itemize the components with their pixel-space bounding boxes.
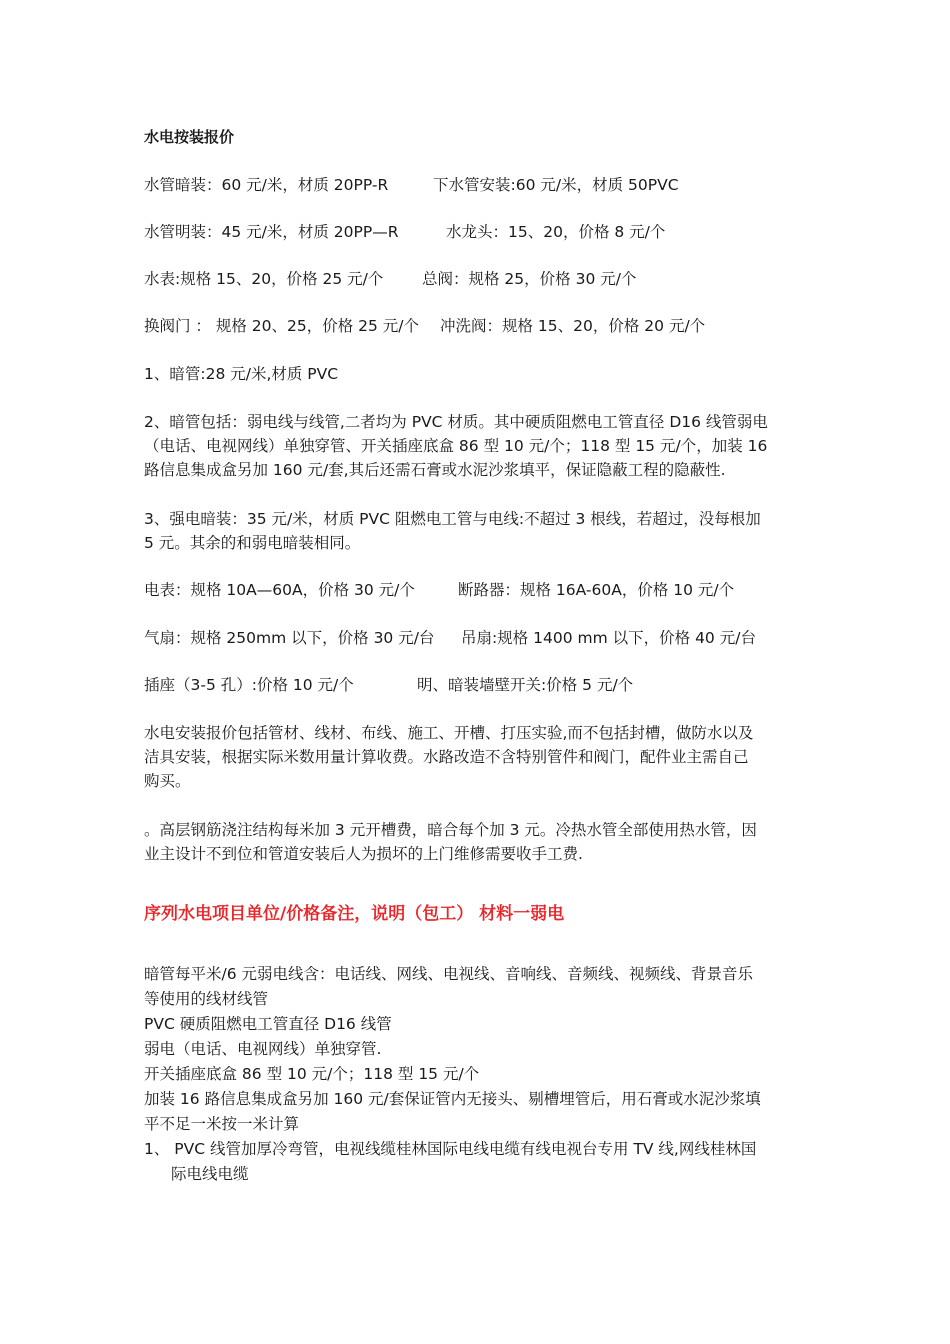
text-line: 水电安装报价包括管材、线材、布线、施工、开槽、打压实验,而不包括封槽，做防水以及 [144, 724, 754, 742]
paragraph-notes [144, 818, 809, 866]
page-title: 水电按装报价 [144, 128, 235, 146]
text-line: 路信息集成盒另加 160 元/套,其后还需石膏或水泥沙浆填平，保证隐蔽工程的隐蔽性. [144, 461, 726, 479]
price-item: 下水管安装:60 元/米，材质 50PVC [433, 176, 679, 194]
text-line: 5 元。其余的和弱电暗装相同。 [144, 534, 361, 552]
price-item: 总阀：规格 25，价格 30 元/个 [422, 270, 637, 288]
list-item: 加装 16 路信息集成盒另加 160 元/套保证管内无接头、剔槽埋管后，用石膏或水泥沙浆填 [144, 1090, 761, 1108]
text-line: （电话、电视网线）单独穿管、开关插座底盒 86 型 10 元/个；118 型 15 元/个，加装 16 [144, 437, 768, 455]
price-item: 气扇：规格 250mm 以下，价格 30 元/台 [144, 629, 435, 647]
price-row [144, 626, 809, 650]
section-heading: 序列水电项目单位/价格备注，说明（包工） 材料一弱电 [144, 904, 565, 924]
numbered-item: 1、 PVC 线管加厚冷弯管，电视线缆桂林国际电线电缆有线电视台专用 TV 线,网线桂林国 [144, 1140, 757, 1158]
list-item: 弱电（电话、电视网线）单独穿管. [144, 1040, 382, 1058]
price-item: 水管明装：45 元/米，材质 20PP—R [144, 223, 399, 241]
paragraph-item-3 [144, 507, 809, 555]
price-row [144, 673, 809, 697]
text-line: 。高层钢筋浇注结构每米加 3 元开槽费，暗合每个加 3 元。冷热水管全部使用热水管，因 [144, 821, 757, 839]
price-row [144, 173, 809, 197]
paragraph-item-2 [144, 410, 809, 482]
price-item: 插座（3-5 孔）:价格 10 元/个 [144, 676, 354, 694]
paragraph-scope [144, 721, 809, 793]
weak-current-list [144, 962, 809, 1187]
text-line: 3、强电暗装：35 元/米，材质 PVC 阻燃电工管与电线:不超过 3 根线，若超过，没每根加 [144, 510, 761, 528]
price-row [144, 578, 809, 602]
price-item: 断路器：规格 16A-60A，价格 10 元/个 [458, 581, 735, 599]
list-item: 等使用的线材线管 [144, 990, 269, 1008]
text-line: 2、暗管包括：弱电线与线管,二者均为 PVC 材质。其中硬质阻燃电工管直径 D16 线管弱电 [144, 413, 768, 431]
price-item: 冲洗阀：规格 15、20，价格 20 元/个 [440, 317, 706, 335]
price-row [144, 220, 809, 244]
numbered-item-continuation: 际电线电缆 [171, 1165, 249, 1183]
list-item: PVC 硬质阻燃电工管直径 D16 线管 [144, 1015, 392, 1033]
text-line: 购买。 [144, 772, 191, 790]
list-item: 开关插座底盒 86 型 10 元/个；118 型 15 元/个 [144, 1065, 480, 1083]
list-item: 暗管每平米/6 元弱电线含：电话线、网线、电视线、音响线、音频线、视频线、背景音乐 [144, 965, 754, 983]
price-item: 水表:规格 15、20，价格 25 元/个 [144, 270, 384, 288]
paragraph-item-1: 1、暗管:28 元/米,材质 PVC [144, 365, 339, 383]
price-row [144, 267, 809, 291]
list-item: 平不足一米按一米计算 [144, 1115, 300, 1133]
price-item: 吊扇:规格 1400 mm 以下，价格 40 元/台 [461, 629, 756, 647]
price-item: 明、暗装墙壁开关:价格 5 元/个 [417, 676, 634, 694]
price-row [144, 314, 809, 338]
price-item: 换阀门 ： 规格 20、25，价格 25 元/个 [144, 317, 420, 335]
text-line: 洁具安装，根据实际米数用量计算收费。水路改造不含特别管件和阀门，配件业主需自己 [144, 748, 749, 766]
price-item: 水管暗装：60 元/米，材质 20PP-R [144, 176, 389, 194]
text-line: 业主设计不到位和管道安装后人为损坏的上门维修需要收手工费. [144, 845, 583, 863]
price-item: 水龙头：15、20，价格 8 元/个 [446, 223, 666, 241]
price-item: 电表：规格 10A—60A，价格 30 元/个 [144, 581, 415, 599]
